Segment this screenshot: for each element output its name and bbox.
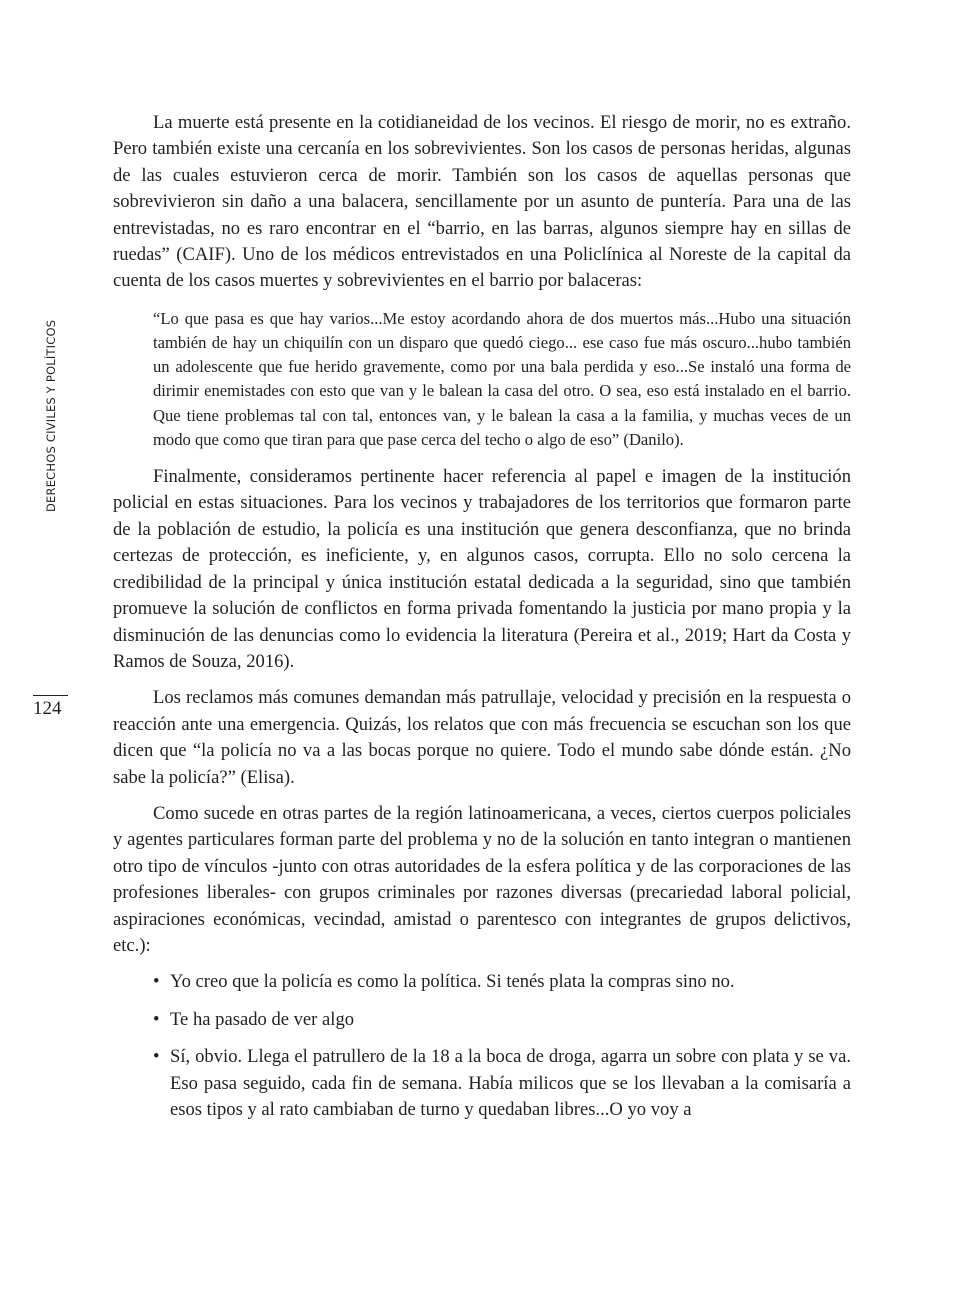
- list-item: [153, 1007, 851, 1033]
- page-number-rule: [33, 695, 68, 696]
- bullet-icon: •: [153, 971, 160, 993]
- paragraph-reclamos: Los reclamos más comunes demandan más patrullaje, velocidad y precisión en la respuesta o reacción ante una emergencia. Quizás, los relatos que con más frecuencia se escuchan son los que dicen que “la policía no va a las bocas porque no quiere. Todo el mundo sabe dónde están. ¿No sabe la policía?” (Elisa).: [113, 687, 851, 788]
- list-item-text: Yo creo que la policía es como la política. Si tenés plata la compras sino no.: [170, 971, 735, 993]
- paragraph-institucion-policial: Finalmente, consideramos pertinente hacer referencia al papel e imagen de la institución policial en estas situaciones. Para los vecinos y trabajadores de los territorios que formaron parte de la población de estudio, la policía es una institución que genera desconfianza, que no brinda certezas de protección, es ineficiente, y, en algunos casos, corrupta. Ello no solo cercena la credibilidad de la principal y única institución estatal dedicada a la seguridad, sino que también promueve la solución de conflictos en forma privada fomentando la justicia por mano propia y la disminución de las denuncias como lo evidencia la literatura (Pereira et al., 2019; Hart da Costa y Ramos de Souza, 2016).: [113, 466, 851, 672]
- interview-bullet-list: [153, 969, 851, 1123]
- list-item-text: Sí, obvio. Llega el patrullero de la 18 a la boca de droga, agarra un sobre con plata y se va. Eso pasa seguido, cada fin de semana. Había milicos que se los llevaban a la comisaría a esos tipos y al rato cambiaban de turno y quedaban libres...O yo voy a: [170, 1046, 851, 1120]
- page-number: 124: [33, 698, 62, 719]
- running-head: DERECHOS CIVILES Y POLÍTICOS: [44, 319, 58, 512]
- bullet-icon: •: [153, 1008, 160, 1030]
- list-item-text: Te ha pasado de ver algo: [170, 1008, 355, 1030]
- list-item: [153, 969, 851, 995]
- bullet-icon: •: [153, 1046, 160, 1068]
- list-item: [153, 1044, 851, 1123]
- paragraph-muerte: La muerte está presente en la cotidianeidad de los vecinos. El riesgo de morir, no es extraño. Pero también existe una cercanía en los sobrevivientes. Son los casos de personas heridas, algunas de las cuales estuvieron cerca de morir. También son los casos de aquellas personas que sobrevivieron sin daño a una balacera, sencillamente por un asunto de puntería. Para una de las entrevistadas, no es raro encontrar en el “barrio, en las barras, algunos siempre hay en sillas de ruedas” (CAIF). Uno de los médicos entrevistados en una Policlínica al Noreste de la capital da cuenta de los casos muertes y sobrevivientes en el barrio por balaceras:: [113, 112, 851, 292]
- block-quote-danilo: “Lo que pasa es que hay varios...Me estoy acordando ahora de dos muertos más...Hubo una situación también de hay un chiquilín con un disparo que quedó ciego... ese caso fue más oscuro...hubo también un adolescente que fue herido gravemente, como por una bala perdida y eso...Se instaló una forma de dirimir enemistades con esto que van y le balean la casa del otro. O sea, eso está instalado en el barrio. Que tiene problemas tal con tal, entonces van, y le balean la casa a la familia, y muchas veces de un modo que como que tiran para que pase cerca del techo o algo de eso” (Danilo).: [153, 308, 851, 449]
- body-text: [113, 110, 851, 1134]
- paragraph-region-latinoamericana: Como sucede en otras partes de la región latinoamericana, a veces, ciertos cuerpos policiales y agentes particulares forman parte del problema y no de la solución en tanto integran o mantienen otro tipo de vínculos -junto con otras autoridades de la esfera política y de las corporaciones de las profesiones liberales- con grupos criminales por razones diversas (precariedad laboral policial, aspiraciones económicas, vecindad, amistad o parentesco con integrantes de grupos delictivos, etc.):: [113, 802, 851, 956]
